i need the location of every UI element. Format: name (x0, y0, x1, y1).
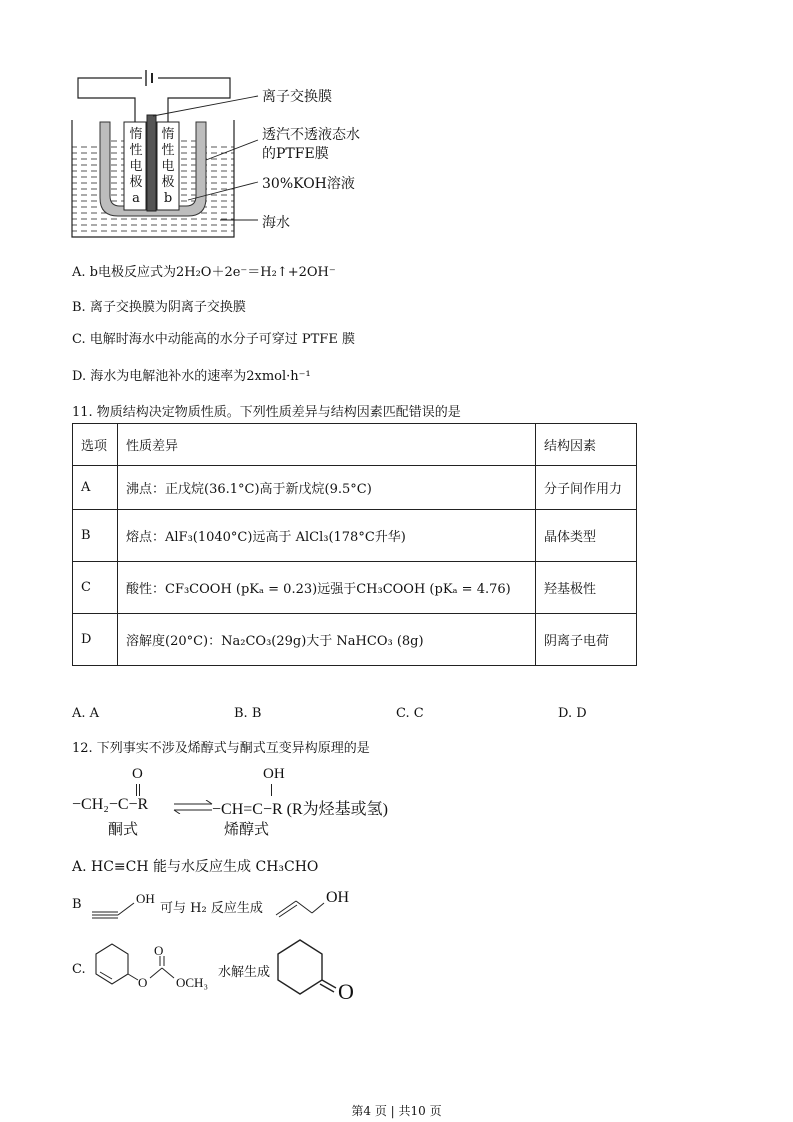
ketone-oxygen: O (338, 979, 354, 1004)
keto-label: 酮式 (108, 820, 139, 838)
table-row (73, 510, 637, 562)
enol-formula: −CH=C−R (R为烃基或氢) (212, 801, 388, 818)
table-cell: 羟基极性 (536, 562, 637, 614)
q12-option-c-text: 水解生成 (218, 965, 271, 980)
electrode-b-label (160, 127, 176, 207)
electrolysis-diagram (60, 60, 380, 245)
label-koh: 30%KOH溶液 (262, 176, 355, 192)
q12-option-c-prefix: C. (72, 962, 86, 977)
table-cell: D (73, 614, 118, 666)
methoxy-group: OCH₃ (176, 975, 208, 990)
page-footer: 第4 页 | 共10 页 (351, 1104, 442, 1118)
q10-option-b: B. 离子交换膜为阴离子交换膜 (72, 300, 246, 315)
enol-oh: OH (263, 766, 285, 782)
ester-oxygen: O (138, 975, 148, 990)
electrode-b-char: b (163, 191, 173, 206)
wire-right (158, 78, 230, 122)
table-cell: 晶体类型 (536, 510, 637, 562)
keto-double-bond (139, 784, 140, 796)
table-cell: B (73, 510, 118, 562)
keto-oxygen: O (132, 766, 143, 782)
electrode-a-char: 电 (129, 159, 143, 174)
table-row (73, 466, 637, 510)
q11-option: C. C (396, 706, 424, 721)
q12-option-b-text: 可与 H₂ 反应生成 (160, 901, 263, 916)
table-row (73, 614, 637, 666)
label-seawater: 海水 (262, 215, 290, 231)
q11-option: D. D (558, 706, 587, 721)
electrode-a-char: a (132, 191, 140, 206)
table-cell: 酸性：CF₃COOH (pKₐ = 0.23)远强于CH₃COOH (pKₐ = 4.76) (118, 562, 536, 614)
table-header-cell: 性质差异 (118, 424, 536, 466)
keto-double-bond (136, 784, 137, 796)
table-cell: C (73, 562, 118, 614)
electrode-a-char: 性 (129, 143, 143, 158)
q11-option: A. A (72, 706, 100, 721)
table-header-row (73, 424, 637, 466)
electrode-b-char: 极 (161, 175, 175, 190)
table-header-cell: 结构因素 (536, 424, 637, 466)
allyl-alcohol-structure (270, 893, 330, 921)
tautomer-equation (72, 766, 452, 842)
table-cell: 沸点：正戊烷(36.1°C)高于新戊烷(9.5°C) (118, 466, 536, 510)
table-cell: 阴离子电荷 (536, 614, 637, 666)
carbonyl-oxygen: O (154, 943, 164, 958)
electrode-b-char: 惰 (161, 127, 175, 142)
enol-label: 烯醇式 (224, 820, 270, 838)
cyclohexenyl-carbonate-structure (88, 940, 218, 1000)
q11-table (72, 423, 637, 666)
label-ptfe-2: 的PTFE膜 (262, 146, 329, 162)
q11-option: B. B (234, 706, 262, 721)
label-ion-membrane: 离子交换膜 (262, 89, 332, 105)
electrode-a-label (128, 127, 144, 207)
ion-exchange-membrane (147, 115, 156, 211)
propargyl-oh: OH (136, 891, 155, 906)
q12-stem: 12. 下列事实不涉及烯醇式与酮式互变异构原理的是 (72, 741, 370, 756)
enol-single-bond (271, 784, 272, 796)
equilibrium-arrows-icon (172, 800, 214, 814)
q10-option-a: A. b电极反应式为2H₂O＋2e⁻＝H₂↑+2OH⁻ (72, 265, 336, 280)
keto-formula: −CH₂−C−R (72, 796, 149, 813)
q10-option-d: D. 海水为电解池补水的速率为2xmol·h⁻¹ (72, 369, 311, 384)
table-cell: 分子间作用力 (536, 466, 637, 510)
table-header-cell: 选项 (73, 424, 118, 466)
electrode-b-char: 性 (161, 143, 175, 158)
electrode-b-char: 电 (161, 159, 175, 174)
table-cell: 熔点：AlF₃(1040°C)远高于 AlCl₃(178°C升华) (118, 510, 536, 562)
q10-option-c: C. 电解时海水中动能高的水分子可穿过 PTFE 膜 (72, 332, 355, 347)
q11-stem: 11. 物质结构决定物质性质。下列性质差异与结构因素匹配错误的是 (72, 405, 461, 420)
label-ptfe-1: 透汽不透液态水 (262, 127, 360, 143)
electrode-a-char: 极 (129, 175, 143, 190)
q12-option-b-prefix: B (72, 897, 82, 912)
q12-option-a: A. HC≡CH 能与水反应生成 CH₃CHO (72, 859, 319, 875)
battery-icon (146, 70, 152, 86)
table-row (73, 562, 637, 614)
allyl-oh: OH (326, 889, 350, 906)
table-cell: 溶解度(20°C)：Na₂CO₃(29g)大于 NaHCO₃ (8g) (118, 614, 536, 666)
electrode-a-char: 惰 (129, 127, 143, 142)
wire-left (78, 78, 142, 122)
table-cell: A (73, 466, 118, 510)
